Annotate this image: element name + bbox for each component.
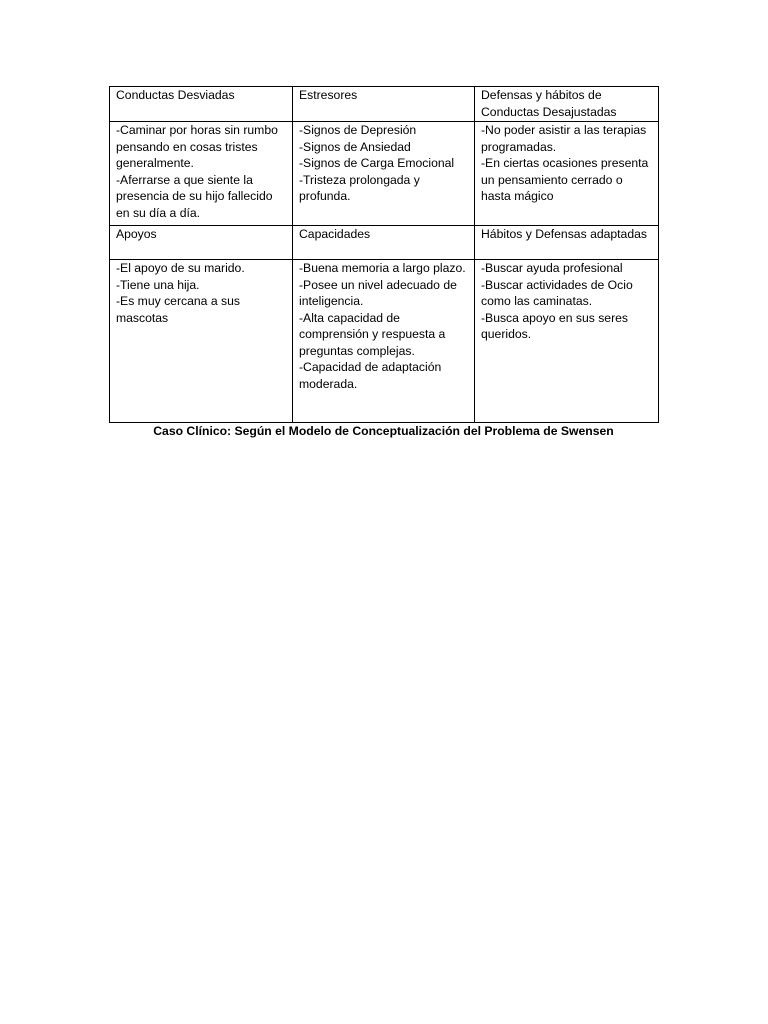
swensen-conceptualization-table <box>109 86 659 423</box>
list-item: -El apoyo de su marido. <box>116 261 245 275</box>
header-habitos-adaptadas: Hábitos y Defensas adaptadas <box>475 226 659 260</box>
list-item: -Aferrarse a que siente la presencia de su hijo fallecido en su día a día. <box>116 172 273 220</box>
list-item: -Buscar actividades de Ocio como las caminatas. <box>481 277 633 308</box>
list-item: -Posee un nivel adecuado de inteligencia. <box>299 277 457 308</box>
list-item: -Tiene una hija. <box>116 277 200 292</box>
cell-conductas-desviadas <box>110 122 293 226</box>
cell-habitos-adaptadas <box>475 260 659 423</box>
list-item: -Capacidad de adaptación moderada. <box>299 360 442 391</box>
list-item: -Busca apoyo en sus seres queridos. <box>481 310 629 341</box>
list-item: -Signos de Depresión <box>299 123 417 137</box>
cell-apoyos <box>110 260 293 423</box>
list-item: -Caminar por horas sin rumbo pensando en cosas tristes generalmente. <box>116 123 278 170</box>
table-header-row <box>110 226 659 260</box>
header-estresores: Estresores <box>293 87 475 122</box>
header-defensas-desajustadas: Defensas y hábitos de Conductas Desajustadas <box>475 87 659 122</box>
header-apoyos: Apoyos <box>110 226 293 260</box>
table-caption: Caso Clínico: Según el Modelo de Conceptualización del Problema de Swensen <box>153 424 614 438</box>
list-item: -Buscar ayuda profesional <box>481 261 623 275</box>
list-item: -Buena memoria a largo plazo. <box>299 261 466 275</box>
header-conductas-desviadas: Conductas Desviadas <box>110 87 293 122</box>
list-item: -Tristeza prolongada y profunda. <box>299 172 420 203</box>
list-item: -Signos de Ansiedad <box>299 139 411 154</box>
table-row <box>110 260 659 423</box>
list-item: -Alta capacidad de comprensión y respuesta a preguntas complejas. <box>299 310 446 358</box>
list-item: -Es muy cercana a sus mascotas <box>116 294 240 325</box>
table-header-row <box>110 87 659 122</box>
list-item: -Signos de Carga Emocional <box>299 156 455 170</box>
cell-capacidades <box>293 260 475 423</box>
header-capacidades: Capacidades <box>293 226 475 260</box>
table-row <box>110 122 659 226</box>
cell-estresores <box>293 122 475 226</box>
list-item: -En ciertas ocasiones presenta un pensamiento cerrado o hasta mágico <box>481 156 649 203</box>
list-item: -No poder asistir a las terapias programadas. <box>481 123 647 154</box>
cell-defensas-desajustadas <box>475 122 659 226</box>
